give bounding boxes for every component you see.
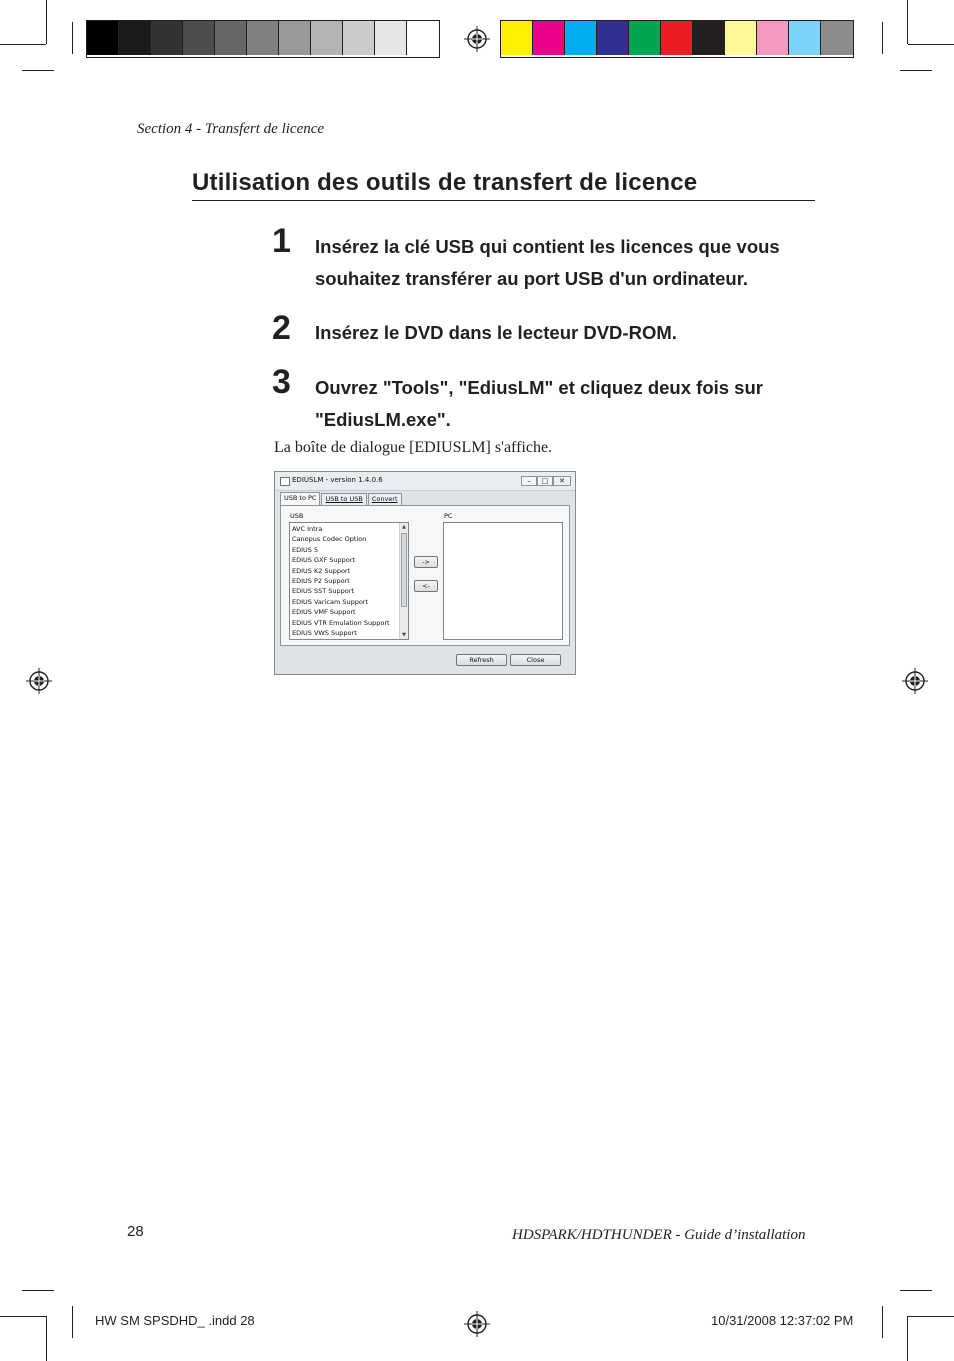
crop-mark [908,1316,954,1317]
dialog-tabs [280,493,403,505]
minimize-button[interactable]: – [521,476,537,486]
close-button[interactable]: Close [510,654,561,666]
step-number: 2 [272,309,291,347]
color-swatch [407,21,439,55]
crop-mark [900,70,932,71]
color-swatch [629,21,661,55]
dialog-title: EDIUSLM - version 1.4.0.6 [292,476,383,484]
grayscale-color-bar [86,20,440,58]
list-item[interactable]: EDIUS 5 [292,545,319,554]
step-text-line: souhaitez transférer au port USB d'un ordinateur. [315,268,749,289]
list-scrollbar[interactable] [399,523,408,639]
list-item[interactable]: EDIUS K2 Support [292,566,351,575]
move-to-usb-button[interactable]: <- [414,580,438,592]
color-swatch [789,21,821,55]
color-swatch [119,21,151,55]
list-item[interactable]: EDIUS GXF Support [292,556,355,565]
tab-usb-to-pc[interactable]: USB to PC [280,492,320,505]
color-swatch [151,21,183,55]
crop-mark [46,1316,47,1361]
pc-label: PC [444,512,453,520]
pc-license-list[interactable] [443,522,563,640]
footer-guide-title: HDSPARK/HDTHUNDER - Guide d’installation [512,1227,806,1243]
maximize-button[interactable]: □ [537,476,553,486]
tab-convert[interactable]: Convert [368,493,402,505]
process-color-bar [500,20,854,58]
color-swatch [311,21,343,55]
color-swatch [565,21,597,55]
step-text-line: "EdiusLM.exe". [315,409,451,430]
crop-mark [900,1290,932,1291]
title-underline [192,200,815,201]
list-item[interactable]: Canopus Codec Option [292,535,367,544]
color-swatch [501,21,533,55]
crop-mark [0,1316,46,1317]
scrollbar-thumb[interactable] [401,533,407,607]
list-item[interactable]: AVC Intra [292,525,323,533]
crop-mark [908,44,954,45]
color-swatch [533,21,565,55]
list-item[interactable]: EDIUS VMF Support [292,608,356,617]
crop-mark [907,1316,908,1361]
usb-license-list[interactable] [289,522,409,640]
running-head: Section 4 - Transfert de licence [137,121,325,137]
color-swatch [757,21,789,55]
color-swatch [183,21,215,55]
color-swatch [343,21,375,55]
list-item[interactable]: EDIUS VTR Emulation Support [292,618,390,627]
registration-mark-icon [902,668,928,694]
crop-mark [907,0,908,44]
window-close-button[interactable]: ✕ [553,476,571,486]
refresh-button[interactable]: Refresh [456,654,507,666]
step-text [315,372,815,436]
scroll-up-icon[interactable]: ▲ [402,524,406,530]
list-item[interactable]: EDIUS P2 Support [292,577,350,585]
color-swatch [215,21,247,55]
step-text [315,317,815,349]
usb-label: USB [290,512,304,520]
move-to-pc-button[interactable]: -> [414,556,438,568]
tab-panel [280,505,570,646]
step-text-line: Insérez le DVD dans le lecteur DVD-ROM. [315,322,677,343]
page-title: Utilisation des outils de transfert de licence [192,169,698,196]
scroll-down-icon[interactable]: ▼ [402,632,406,638]
color-swatch [821,21,853,55]
dialog-note: La boîte de dialogue [EDIUSLM] s'affiche. [274,439,553,456]
registration-mark-icon [26,668,52,694]
crop-mark [0,44,46,45]
list-item[interactable]: EDIUS VWS Support [292,629,357,637]
registration-mark-icon [464,1311,490,1337]
app-icon [280,477,290,486]
registration-mark-icon [464,26,490,52]
ediuslm-dialog [274,471,576,675]
crop-mark [72,22,73,54]
tab-usb-to-usb[interactable]: USB to USB [321,493,366,505]
step-number: 1 [272,222,291,260]
crop-mark [22,70,54,71]
crop-mark [882,22,883,54]
slug-file-info: HW SM SPSDHD_ .indd 28 [95,1313,255,1328]
list-item[interactable]: EDIUS SST Support [292,587,354,596]
page-number: 28 [127,1223,144,1240]
color-swatch [279,21,311,55]
color-swatch [375,21,407,55]
step-text [315,231,815,295]
slug-date: 10/31/2008 12:37:02 PM [711,1313,854,1328]
color-swatch [87,21,119,55]
crop-mark [72,1306,73,1338]
step-text-line: Insérez la clé USB qui contient les licences que vous [315,236,780,257]
step-number: 3 [272,363,291,401]
dialog-title-bar [275,472,575,491]
crop-mark [22,1290,54,1291]
step-text-line: Ouvrez "Tools", "EdiusLM" et cliquez deux fois sur [315,377,763,398]
color-swatch [725,21,757,55]
color-swatch [597,21,629,55]
color-swatch [693,21,725,55]
color-swatch [247,21,279,55]
crop-mark [882,1306,883,1338]
crop-mark [46,0,47,44]
color-swatch [661,21,693,55]
list-item[interactable]: EDIUS Varicam Support [292,597,369,606]
